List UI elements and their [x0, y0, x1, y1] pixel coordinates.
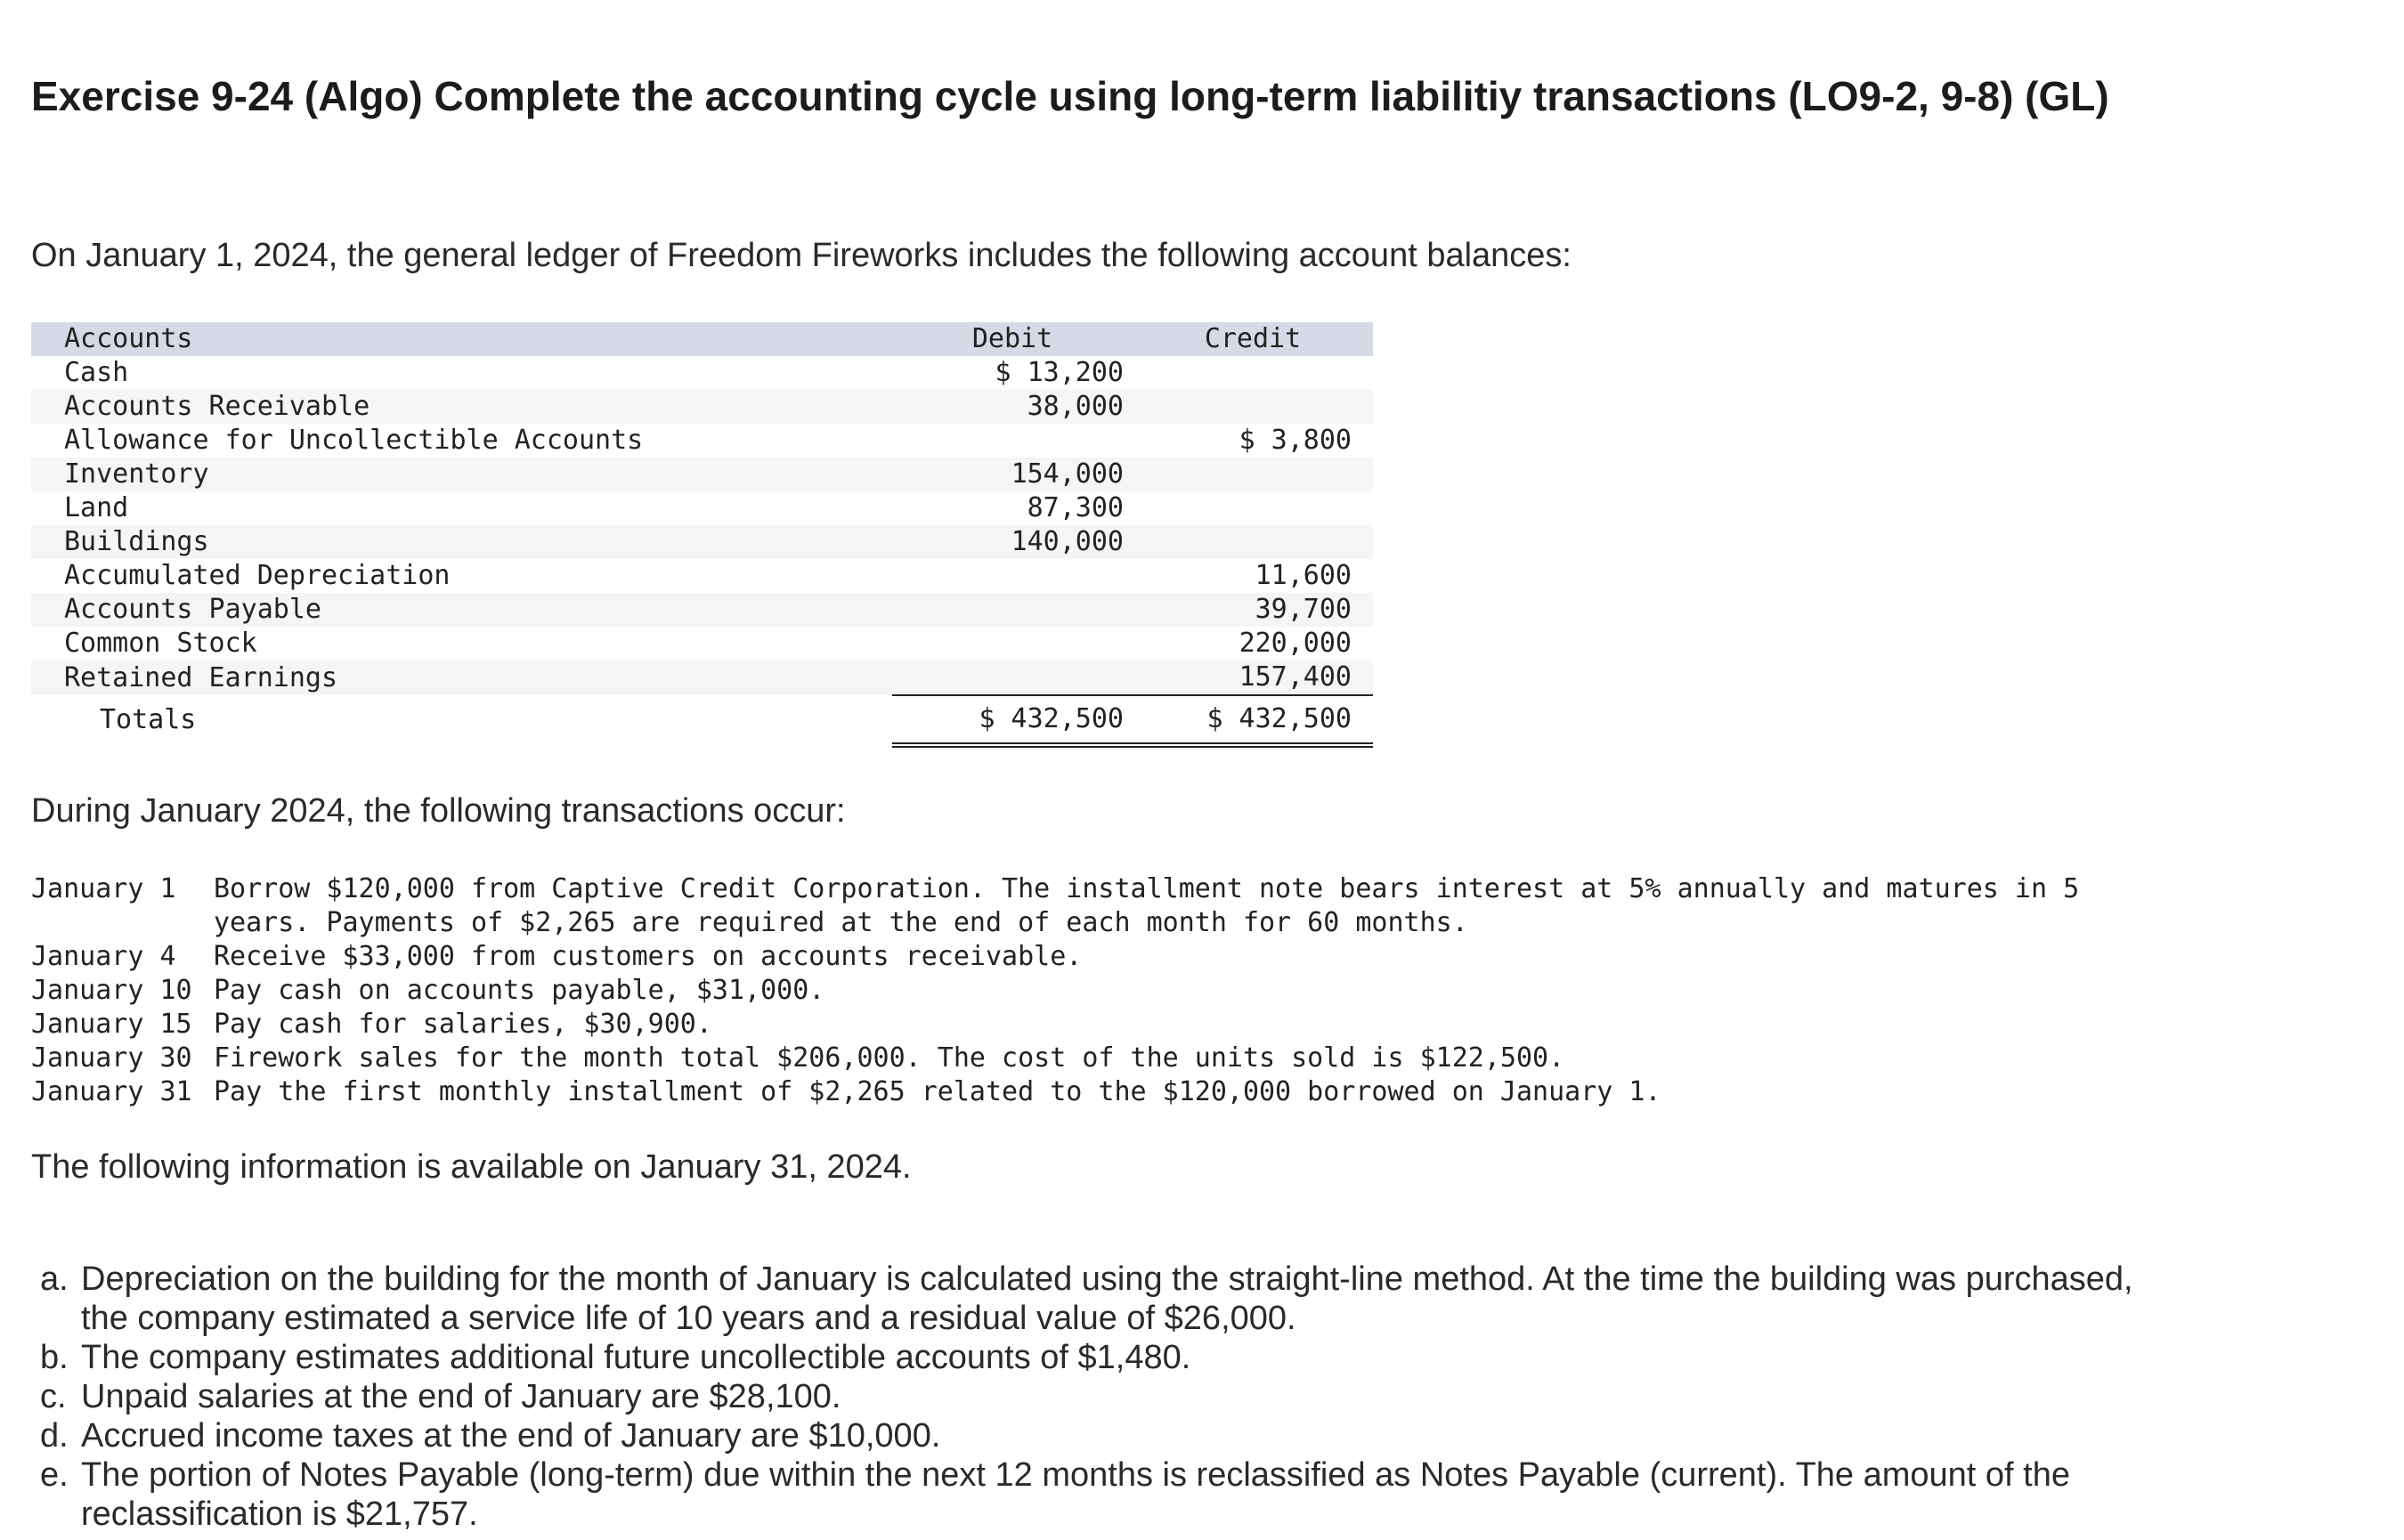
table-row	[31, 525, 1373, 559]
total-debit: $ 432,500	[979, 703, 1124, 734]
credit-amount: 157,400	[1239, 661, 1352, 693]
debit-amount: 38,000	[1027, 391, 1124, 422]
account-name: Accounts Payable	[31, 593, 892, 627]
exercise-title: Exercise 9-24 (Algo) Complete the accounting cycle using long-term liabilitiy transactions (LO9-2, 9-8) (GL)	[31, 73, 2109, 119]
account-name: Retained Earnings	[31, 661, 892, 695]
account-name: Accumulated Depreciation	[64, 560, 451, 591]
adjustments-list	[31, 1260, 2186, 1534]
transaction-date: January 1	[31, 873, 176, 904]
table-row	[31, 390, 1373, 424]
transaction-item	[31, 1075, 2128, 1109]
transaction-text: Borrow $120,000 from Captive Credit Corporation. The installment note bears interest at 5% annually and matures in 5 years. Payments of $2,265 are required at the end of each month for 60 months.	[214, 873, 2080, 938]
list-item	[31, 1377, 2186, 1416]
transaction-date: January 15	[31, 1009, 192, 1040]
table-row	[31, 627, 1373, 661]
transactions-list	[31, 872, 2128, 1109]
item-letter: d.	[40, 1417, 69, 1455]
item-text: Accrued income taxes at the end of January are $10,000.	[81, 1417, 941, 1455]
list-item	[31, 1338, 2186, 1377]
header-credit: Credit	[1133, 322, 1373, 356]
transaction-date: January 30	[31, 1042, 192, 1074]
item-text: The portion of Notes Payable (long-term) due within the next 12 months is reclassified as Notes Payable (current). The amount of the reclassification is $21,757.	[81, 1456, 2070, 1533]
account-name: Land	[64, 492, 129, 523]
account-name: Inventory	[31, 458, 892, 491]
transaction-date: January 10	[31, 975, 192, 1006]
intro-text: On January 1, 2024, the general ledger of Freedom Fireworks includes the following account balances:	[31, 237, 1572, 274]
totals-label: Totals	[31, 695, 892, 745]
list-item	[31, 1455, 2186, 1534]
account-name: Common Stock	[64, 628, 257, 659]
transaction-text: Pay the first monthly installment of $2,265 related to the $120,000 borrowed on January 1.	[214, 1076, 1661, 1107]
credit-amount: 11,600	[1255, 560, 1352, 591]
debit-amount: 87,300	[1027, 492, 1124, 523]
debit-amount: 154,000	[1011, 458, 1124, 490]
table-row	[31, 356, 1373, 390]
account-name: Buildings	[31, 525, 892, 559]
transaction-item	[31, 940, 2128, 974]
transaction-item	[31, 974, 2128, 1008]
table-row	[31, 491, 1373, 525]
transaction-text: Pay cash on accounts payable, $31,000.	[214, 975, 825, 1006]
table-row	[31, 661, 1373, 695]
transaction-text: Firework sales for the month total $206,000. The cost of the units sold is $122,500.	[214, 1042, 1565, 1074]
list-item	[31, 1260, 2186, 1338]
table-row	[31, 559, 1373, 593]
item-letter: a.	[40, 1260, 69, 1298]
account-name: Allowance for Uncollectible Accounts	[64, 425, 644, 456]
table-row	[31, 593, 1373, 627]
list-item	[31, 1416, 2186, 1455]
transaction-date: January 4	[31, 941, 176, 972]
item-text: Unpaid salaries at the end of January are $28,100.	[81, 1378, 841, 1415]
transaction-item	[31, 1008, 2128, 1042]
credit-amount: 220,000	[1239, 628, 1352, 659]
transaction-text: Receive $33,000 from customers on accounts receivable.	[214, 941, 1083, 972]
credit-amount: 39,700	[1255, 594, 1352, 625]
credit-amount: $ 3,800	[1239, 425, 1352, 456]
table-row	[31, 458, 1373, 491]
trial-balance-table	[31, 322, 1373, 748]
item-letter: e.	[40, 1456, 69, 1494]
table-row	[31, 424, 1373, 458]
transaction-item	[31, 872, 2128, 940]
item-letter: c.	[40, 1378, 67, 1415]
item-text: The company estimates additional future uncollectible accounts of $1,480.	[81, 1339, 1191, 1376]
item-letter: b.	[40, 1339, 69, 1376]
table-header-row	[31, 322, 1373, 356]
account-name: Cash	[64, 357, 129, 388]
transaction-date: January 31	[31, 1076, 192, 1107]
item-text: Depreciation on the building for the month of January is calculated using the straight-line method. At the time the building was purchased, the company estimated a service life of 10 years and a residual value of $26,000.	[81, 1260, 2133, 1337]
adjustments-intro: The following information is available on January 31, 2024.	[31, 1148, 912, 1186]
debit-amount: $ 13,200	[995, 357, 1124, 388]
transactions-intro: During January 2024, the following transactions occur:	[31, 792, 846, 830]
transaction-text: Pay cash for salaries, $30,900.	[214, 1009, 712, 1040]
header-accounts: Accounts	[31, 322, 892, 356]
debit-amount: 140,000	[1011, 526, 1124, 557]
account-name: Accounts Receivable	[31, 390, 892, 424]
header-debit: Debit	[892, 322, 1133, 356]
total-credit: $ 432,500	[1206, 703, 1352, 734]
totals-row	[31, 695, 1373, 745]
transaction-item	[31, 1042, 2128, 1075]
